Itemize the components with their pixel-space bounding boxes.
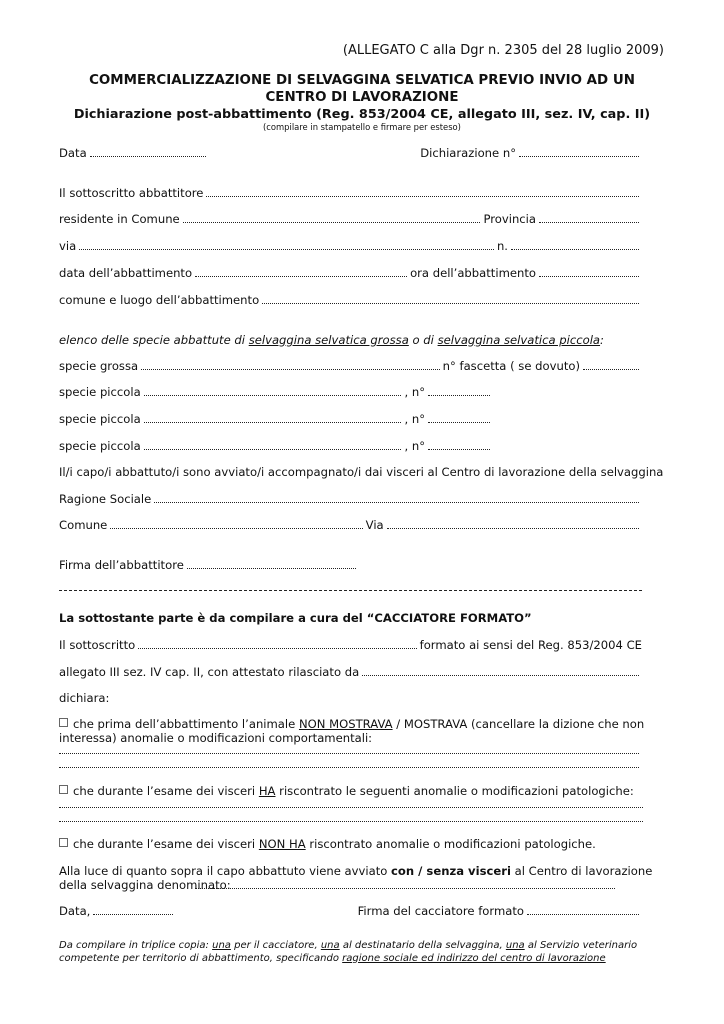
comune-residenza-field[interactable] <box>183 212 481 223</box>
section-separator <box>59 590 642 591</box>
firma-abbattitore-label: Firma dell’abbattitore <box>59 558 184 572</box>
sottoscritto-field[interactable] <box>206 186 639 197</box>
specie-piccola-n-field-2[interactable] <box>428 412 490 423</box>
data-abbattimento-field[interactable] <box>195 266 407 277</box>
footer-text-3: al destinatario della selvaggina, <box>339 940 506 951</box>
residente-label: residente in Comune <box>59 212 180 226</box>
option2-fill-line-1[interactable] <box>59 807 643 808</box>
option2-ha: HA <box>258 784 276 798</box>
footer-text-1: Da compilare in triplice copia: <box>59 940 213 951</box>
via-label: via <box>59 239 77 253</box>
firma-abbattitore-row <box>59 558 359 572</box>
via-centro-field[interactable] <box>387 518 639 529</box>
comune-luogo-row <box>59 293 642 307</box>
option2-paragraph <box>59 784 659 798</box>
cacciatore-data-label: Data, <box>59 904 91 918</box>
cacciatore-sottoscritto-label: Il sottoscritto <box>59 638 136 652</box>
formato-label: formato ai sensi del Reg. 853/2004 CE <box>419 638 642 652</box>
document-instructions: (compilare in stampatello e firmare per esteso) <box>263 122 461 132</box>
provincia-field[interactable] <box>539 212 639 223</box>
conclusion-text-post: al Centro di lavorazione della selvaggina denominato: <box>59 864 653 892</box>
specie-piccola-label: specie piccola <box>59 439 141 453</box>
option1-checkbox[interactable] <box>59 718 68 727</box>
specie-piccola-n-field-3[interactable] <box>428 439 490 450</box>
specie-piccola-row-1 <box>59 385 493 399</box>
specie-piccola-row-2 <box>59 412 493 426</box>
cacciatore-heading <box>59 611 642 625</box>
data-label: Data <box>59 146 87 160</box>
option1-non-mostrava: NON MOSTRAVA <box>298 717 393 731</box>
specie-grossa-label: specie grossa <box>59 359 139 373</box>
data-field[interactable] <box>90 146 206 157</box>
centro-denominato-field[interactable] <box>195 888 615 889</box>
species-piccola-term: selvaggina selvatica piccola <box>437 333 601 347</box>
footer-underline-end: ragione sociale ed indirizzo del centro di lavorazione <box>342 952 606 964</box>
dichiarazione-number-field[interactable] <box>519 146 639 157</box>
specie-grossa-field[interactable] <box>141 359 440 370</box>
ragione-sociale-field[interactable] <box>154 492 639 503</box>
allegato-reference: (ALLEGATO C alla Dgr n. 2305 del 28 luglio 2009) <box>342 43 664 58</box>
footer-text-2: per il cacciatore, <box>230 940 321 951</box>
specie-piccola-label: specie piccola <box>59 412 141 426</box>
species-intro <box>59 333 642 347</box>
ora-abbattimento-field[interactable] <box>539 266 639 277</box>
option1-paragraph <box>59 717 659 745</box>
specie-piccola-row-3 <box>59 439 493 453</box>
option1-fill-line-2[interactable] <box>59 767 639 768</box>
comune-luogo-label: comune e luogo dell’abbattimento <box>59 293 260 307</box>
attestato-row <box>59 665 642 679</box>
comune-centro-field[interactable] <box>110 518 362 529</box>
specie-piccola-label: specie piccola <box>59 385 141 399</box>
option3-text-post: riscontrato anomalie o modificazioni patologiche. <box>305 837 596 851</box>
species-intro-text: elenco delle specie abbattute di <box>59 333 249 347</box>
specie-piccola-n-field-1[interactable] <box>428 385 490 396</box>
option2-checkbox[interactable] <box>59 785 68 794</box>
ragione-sociale-row <box>59 492 642 506</box>
footer-una-3: una <box>505 940 525 951</box>
comune-centro-label: Comune <box>59 518 108 532</box>
option3-text-pre: che durante l’esame dei visceri <box>73 837 259 851</box>
footer-note <box>59 940 669 965</box>
comune-luogo-field[interactable] <box>262 293 639 304</box>
dichiara-label: dichiara: <box>59 691 110 705</box>
specie-piccola-field-3[interactable] <box>144 439 402 450</box>
species-grossa-term: selvaggina selvatica grossa <box>248 333 409 347</box>
footer-text-4: al Servizio veterinario competente per territorio di abbattimento, specificando <box>59 940 638 964</box>
specie-piccola-n-label: , n° <box>404 412 425 426</box>
option3-paragraph <box>59 837 659 851</box>
option2-fill-line-2[interactable] <box>59 821 643 822</box>
comune-via-centro-row <box>59 518 642 532</box>
document-title-line1: COMMERCIALIZZAZIONE DI SELVAGGINA SELVATICA PREVIO INVIO AD UN <box>89 73 635 88</box>
data-ora-abbattimento-row <box>59 266 642 280</box>
con-senza-visceri: con / senza visceri <box>391 864 511 878</box>
dichiara-row <box>59 691 642 705</box>
cacciatore-data-field[interactable] <box>93 904 173 915</box>
fascetta-field[interactable] <box>583 359 639 370</box>
species-intro-mid: o di <box>408 333 438 347</box>
option3-checkbox[interactable] <box>59 838 68 847</box>
cacciatore-heading-text: La sottostante parte è da compilare a cura del “CACCIATORE FORMATO” <box>59 611 532 625</box>
data-dichiarazione-row <box>59 146 642 160</box>
fascetta-label: n° fascetta ( se dovuto) <box>442 359 580 373</box>
specie-piccola-field-2[interactable] <box>144 412 402 423</box>
data-firma-cacciatore-row <box>59 904 642 918</box>
avviato-centro-row <box>59 465 664 479</box>
avviato-centro-text: Il/i capo/i abbattuto/i sono avviato/i accompagnato/i dai visceri al Centro di lavorazione della selvaggina <box>59 465 664 479</box>
firma-cacciatore-label: Firma del cacciatore formato <box>357 904 524 918</box>
option1-fill-line-1[interactable] <box>59 753 639 754</box>
document-subtitle: Dichiarazione post-abbattimento (Reg. 853/2004 CE, allegato III, sez. IV, cap. II) <box>73 107 651 122</box>
cacciatore-nome-field[interactable] <box>138 638 416 649</box>
via-row <box>59 239 642 253</box>
firma-abbattitore-field[interactable] <box>187 558 356 569</box>
cacciatore-sottoscritto-row <box>59 638 642 652</box>
data-abbattimento-label: data dell’abbattimento <box>59 266 193 280</box>
option2-text-pre: che durante l’esame dei visceri <box>73 784 259 798</box>
provincia-label: Provincia <box>483 212 536 226</box>
via-field[interactable] <box>79 239 494 250</box>
ora-abbattimento-label: ora dell’abbattimento <box>410 266 536 280</box>
firma-cacciatore-field[interactable] <box>527 904 639 915</box>
species-intro-end: : <box>600 333 604 347</box>
via-centro-label: Via <box>365 518 384 532</box>
footer-una-1: una <box>212 940 231 951</box>
sottoscritto-row <box>59 186 642 200</box>
attestato-label: allegato III sez. IV cap. II, con attestato rilasciato da <box>59 665 360 679</box>
option2-text-post: riscontrato le seguenti anomalie o modificazioni patologiche: <box>275 784 634 798</box>
numero-civico-field[interactable] <box>511 239 639 250</box>
residente-row <box>59 212 642 226</box>
conclusion-text-pre: Alla luce di quanto sopra il capo abbattuto viene avviato <box>59 864 392 878</box>
specie-grossa-row <box>59 359 642 373</box>
footer-una-2: una <box>320 940 340 951</box>
specie-piccola-field-1[interactable] <box>144 385 402 396</box>
option1-text-post: / MOSTRAVA (cancellare la dizione che non interessa) anomalie o modificazioni comportamentali: <box>59 717 645 745</box>
ragione-sociale-label: Ragione Sociale <box>59 492 152 506</box>
attestato-field[interactable] <box>362 665 639 676</box>
option1-text-pre: che prima dell’abbattimento l’animale <box>73 717 299 731</box>
numero-label: n. <box>496 239 508 253</box>
document-title-line2: CENTRO DI LAVORAZIONE <box>265 90 459 105</box>
specie-piccola-n-label: , n° <box>404 385 425 399</box>
specie-piccola-n-label: , n° <box>404 439 425 453</box>
option3-non-ha: NON HA <box>258 837 306 851</box>
sottoscritto-label: Il sottoscritto abbattitore <box>59 186 204 200</box>
dichiarazione-label: Dichiarazione n° <box>420 146 516 160</box>
